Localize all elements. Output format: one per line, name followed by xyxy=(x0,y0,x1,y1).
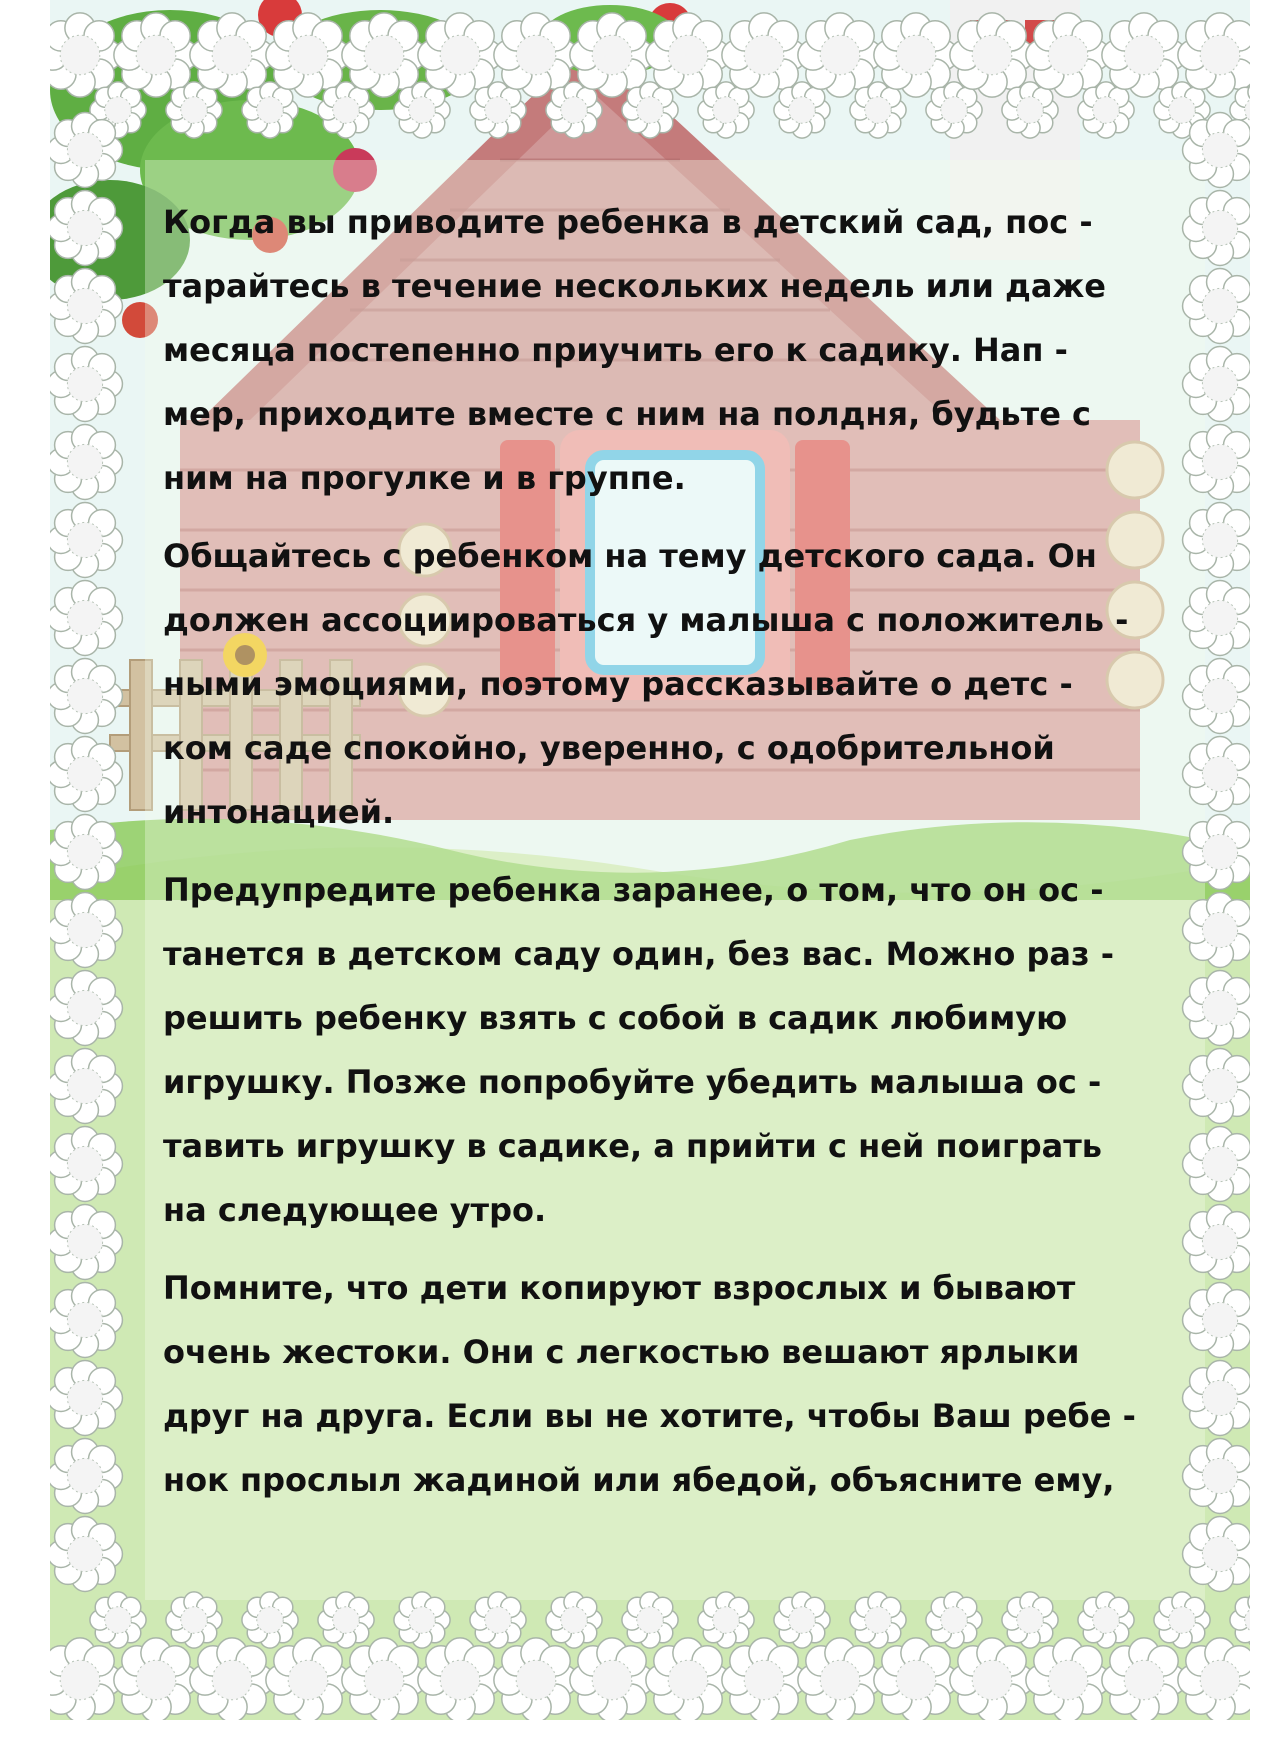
text-line: танется в детском саду один, без вас. Можно раз - xyxy=(163,935,1114,973)
text-line: месяца постепенно приучить его к садику. Нап - xyxy=(163,331,1068,369)
text-line: ним на прогулке и в группе. xyxy=(163,459,686,497)
text-line: Когда вы приводите ребенка в детский сад, пос - xyxy=(163,203,1093,241)
text-line: интонацией. xyxy=(163,793,395,831)
text-line: ком саде спокойно, уверенно, с одобрительной xyxy=(163,729,1055,767)
text-line: на следующее утро. xyxy=(163,1191,547,1229)
text-line: игрушку. Позже попробуйте убедить малыша ос - xyxy=(163,1063,1102,1101)
text-line: должен ассоциироваться у малыша с положитель - xyxy=(163,601,1129,639)
text-line: Помните, что дети копируют взрослых и бывают xyxy=(163,1269,1076,1307)
text-line: Предупредите ребенка заранее, о том, что он ос - xyxy=(163,871,1104,909)
paragraph-3 xyxy=(163,858,1193,1242)
advice-text xyxy=(163,190,1193,1512)
text-line: тарайтесь в течение нескольких недель или даже xyxy=(163,267,1106,305)
text-line: решить ребенку взять с собой в садик любимую xyxy=(163,999,1068,1037)
text-line: нок прослыл жадиной или ябедой, объясните ему, xyxy=(163,1461,1115,1499)
text-line: мер, приходите вместе с ним на полдня, будьте с xyxy=(163,395,1091,433)
paragraph-2 xyxy=(163,524,1193,844)
text-line: очень жестоки. Они с легкостью вешают ярлыки xyxy=(163,1333,1080,1371)
text-line: друг на друга. Если вы не хотите, чтобы Ваш ребе - xyxy=(163,1397,1136,1435)
text-line: тавить игрушку в садике, а прийти с ней поиграть xyxy=(163,1127,1102,1165)
leaflet-page xyxy=(50,0,1250,1720)
text-line: Общайтесь с ребенком на тему детского сада. Он xyxy=(163,537,1097,575)
text-line: ными эмоциями, поэтому рассказывайте о детс - xyxy=(163,665,1073,703)
paragraph-1 xyxy=(163,190,1193,510)
paragraph-4 xyxy=(163,1256,1193,1512)
